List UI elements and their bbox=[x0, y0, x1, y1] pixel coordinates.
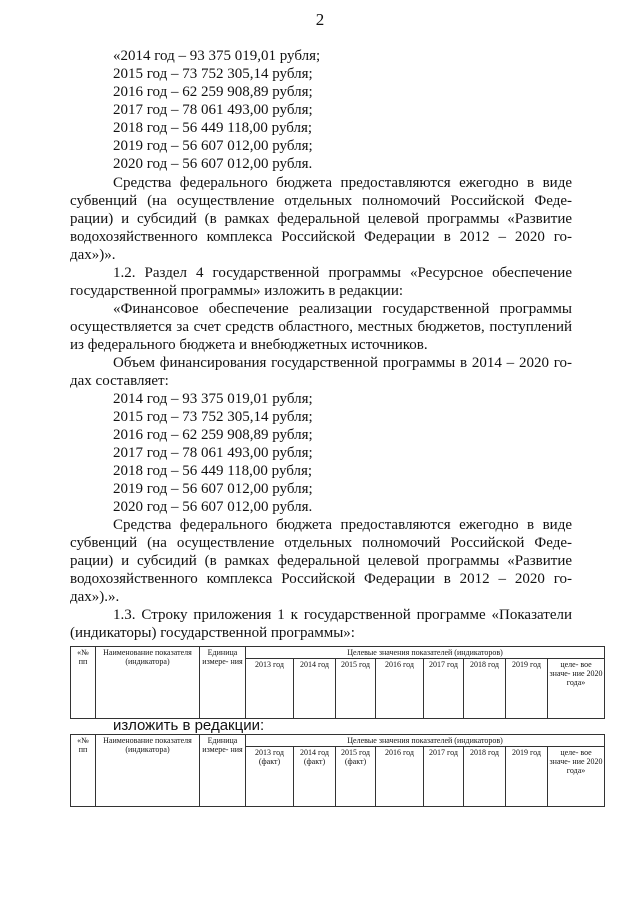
target-values-header: Целевые значения показателей (индикаторов) bbox=[246, 735, 605, 747]
indicator-table-new bbox=[70, 734, 605, 807]
year-header: 2017 год bbox=[424, 659, 464, 719]
page-number: 2 bbox=[315, 10, 325, 29]
funding-line: 2015 год – 73 752 305,14 рубля; bbox=[113, 66, 313, 82]
text-line: осуществляется за счет средств областного, местных бюджетов, поступлений bbox=[70, 319, 572, 335]
funding-line: 2017 год – 78 061 493,00 рубля; bbox=[113, 445, 313, 461]
text-line: рации) и субсидий (в рамках федеральной целевой программы «Развитие bbox=[70, 553, 572, 569]
text-line: дах составляет: bbox=[70, 373, 169, 389]
text-line: дах»).». bbox=[70, 589, 120, 605]
year-header: 2018 год bbox=[464, 659, 506, 719]
year-header: 2019 год bbox=[506, 747, 548, 807]
year-header: 2016 год bbox=[376, 659, 424, 719]
text-line: «Финансовое обеспечение реализации государственной программы bbox=[113, 301, 572, 317]
text-line: Средства федерального бюджета предоставляются ежегодно в виде bbox=[113, 175, 572, 191]
year-header: 2019 год bbox=[506, 659, 548, 719]
year-header: 2014 год (факт) bbox=[294, 747, 336, 807]
funding-line: 2014 год – 93 375 019,01 рубля; bbox=[113, 391, 313, 407]
text-line: 1.2. Раздел 4 государственной программы «Ресурсное обеспечение bbox=[113, 265, 572, 281]
funding-line: «2014 год – 93 375 019,01 рубля; bbox=[113, 48, 321, 64]
col-unit-header: Единица измере- ния bbox=[200, 735, 246, 807]
funding-line: 2016 год – 62 259 908,89 рубля; bbox=[113, 84, 313, 100]
funding-line: 2020 год – 56 607 012,00 рубля. bbox=[113, 156, 313, 172]
year-header: 2015 год (факт) bbox=[336, 747, 376, 807]
year-header: целе- вое значе- ние 2020 года» bbox=[548, 659, 605, 719]
text-line: субвенций (на осуществление отдельных полномочий Российской Феде- bbox=[70, 193, 572, 209]
year-header: 2017 год bbox=[424, 747, 464, 807]
col-name-header: Наименование показателя (индикатора) bbox=[96, 647, 200, 719]
text-line: субвенций (на осуществление отдельных полномочий Российской Феде- bbox=[70, 535, 572, 551]
table-caption: изложить в редакции: bbox=[113, 717, 265, 734]
indicator-table-old bbox=[70, 646, 605, 719]
text-line: государственной программы» изложить в редакции: bbox=[70, 283, 404, 299]
year-header: 2013 год (факт) bbox=[246, 747, 294, 807]
text-line: Средства федерального бюджета предоставляются ежегодно в виде bbox=[113, 517, 572, 533]
col-number-header: «№ пп bbox=[71, 647, 96, 719]
funding-line: 2019 год – 56 607 012,00 рубля; bbox=[113, 138, 313, 154]
funding-line: 2019 год – 56 607 012,00 рубля; bbox=[113, 481, 313, 497]
year-header: 2014 год bbox=[294, 659, 336, 719]
year-header: 2013 год bbox=[246, 659, 294, 719]
text-line: (индикаторы) государственной программы»: bbox=[70, 625, 355, 641]
text-line: из федерального бюджета и внебюджетных источников. bbox=[70, 337, 428, 353]
col-unit-header: Единица измере- ния bbox=[200, 647, 246, 719]
funding-line: 2018 год – 56 449 118,00 рубля; bbox=[113, 120, 313, 136]
col-name-header: Наименование показателя (индикатора) bbox=[96, 735, 200, 807]
funding-line: 2020 год – 56 607 012,00 рубля. bbox=[113, 499, 313, 515]
funding-line: 2015 год – 73 752 305,14 рубля; bbox=[113, 409, 313, 425]
year-header: 2018 год bbox=[464, 747, 506, 807]
year-header: 2015 год bbox=[336, 659, 376, 719]
funding-line: 2016 год – 62 259 908,89 рубля; bbox=[113, 427, 313, 443]
text-line: 1.3. Строку приложения 1 к государственной программе «Показатели bbox=[113, 607, 572, 623]
target-values-header: Целевые значения показателей (индикаторов) bbox=[246, 647, 605, 659]
funding-line: 2018 год – 56 449 118,00 рубля; bbox=[113, 463, 313, 479]
funding-line: 2017 год – 78 061 493,00 рубля; bbox=[113, 102, 313, 118]
text-line: водохозяйственного комплекса Российской Федерации в 2012 – 2020 го- bbox=[70, 571, 572, 587]
year-header: целе- вое значе- ние 2020 года» bbox=[548, 747, 605, 807]
year-header: 2016 год bbox=[376, 747, 424, 807]
col-number-header: «№ пп bbox=[71, 735, 96, 807]
text-line: дах»)». bbox=[70, 247, 116, 263]
text-line: рации) и субсидий (в рамках федеральной целевой программы «Развитие bbox=[70, 211, 572, 227]
text-line: Объем финансирования государственной программы в 2014 – 2020 го- bbox=[113, 355, 572, 371]
text-line: водохозяйственного комплекса Российской Федерации в 2012 – 2020 го- bbox=[70, 229, 572, 245]
